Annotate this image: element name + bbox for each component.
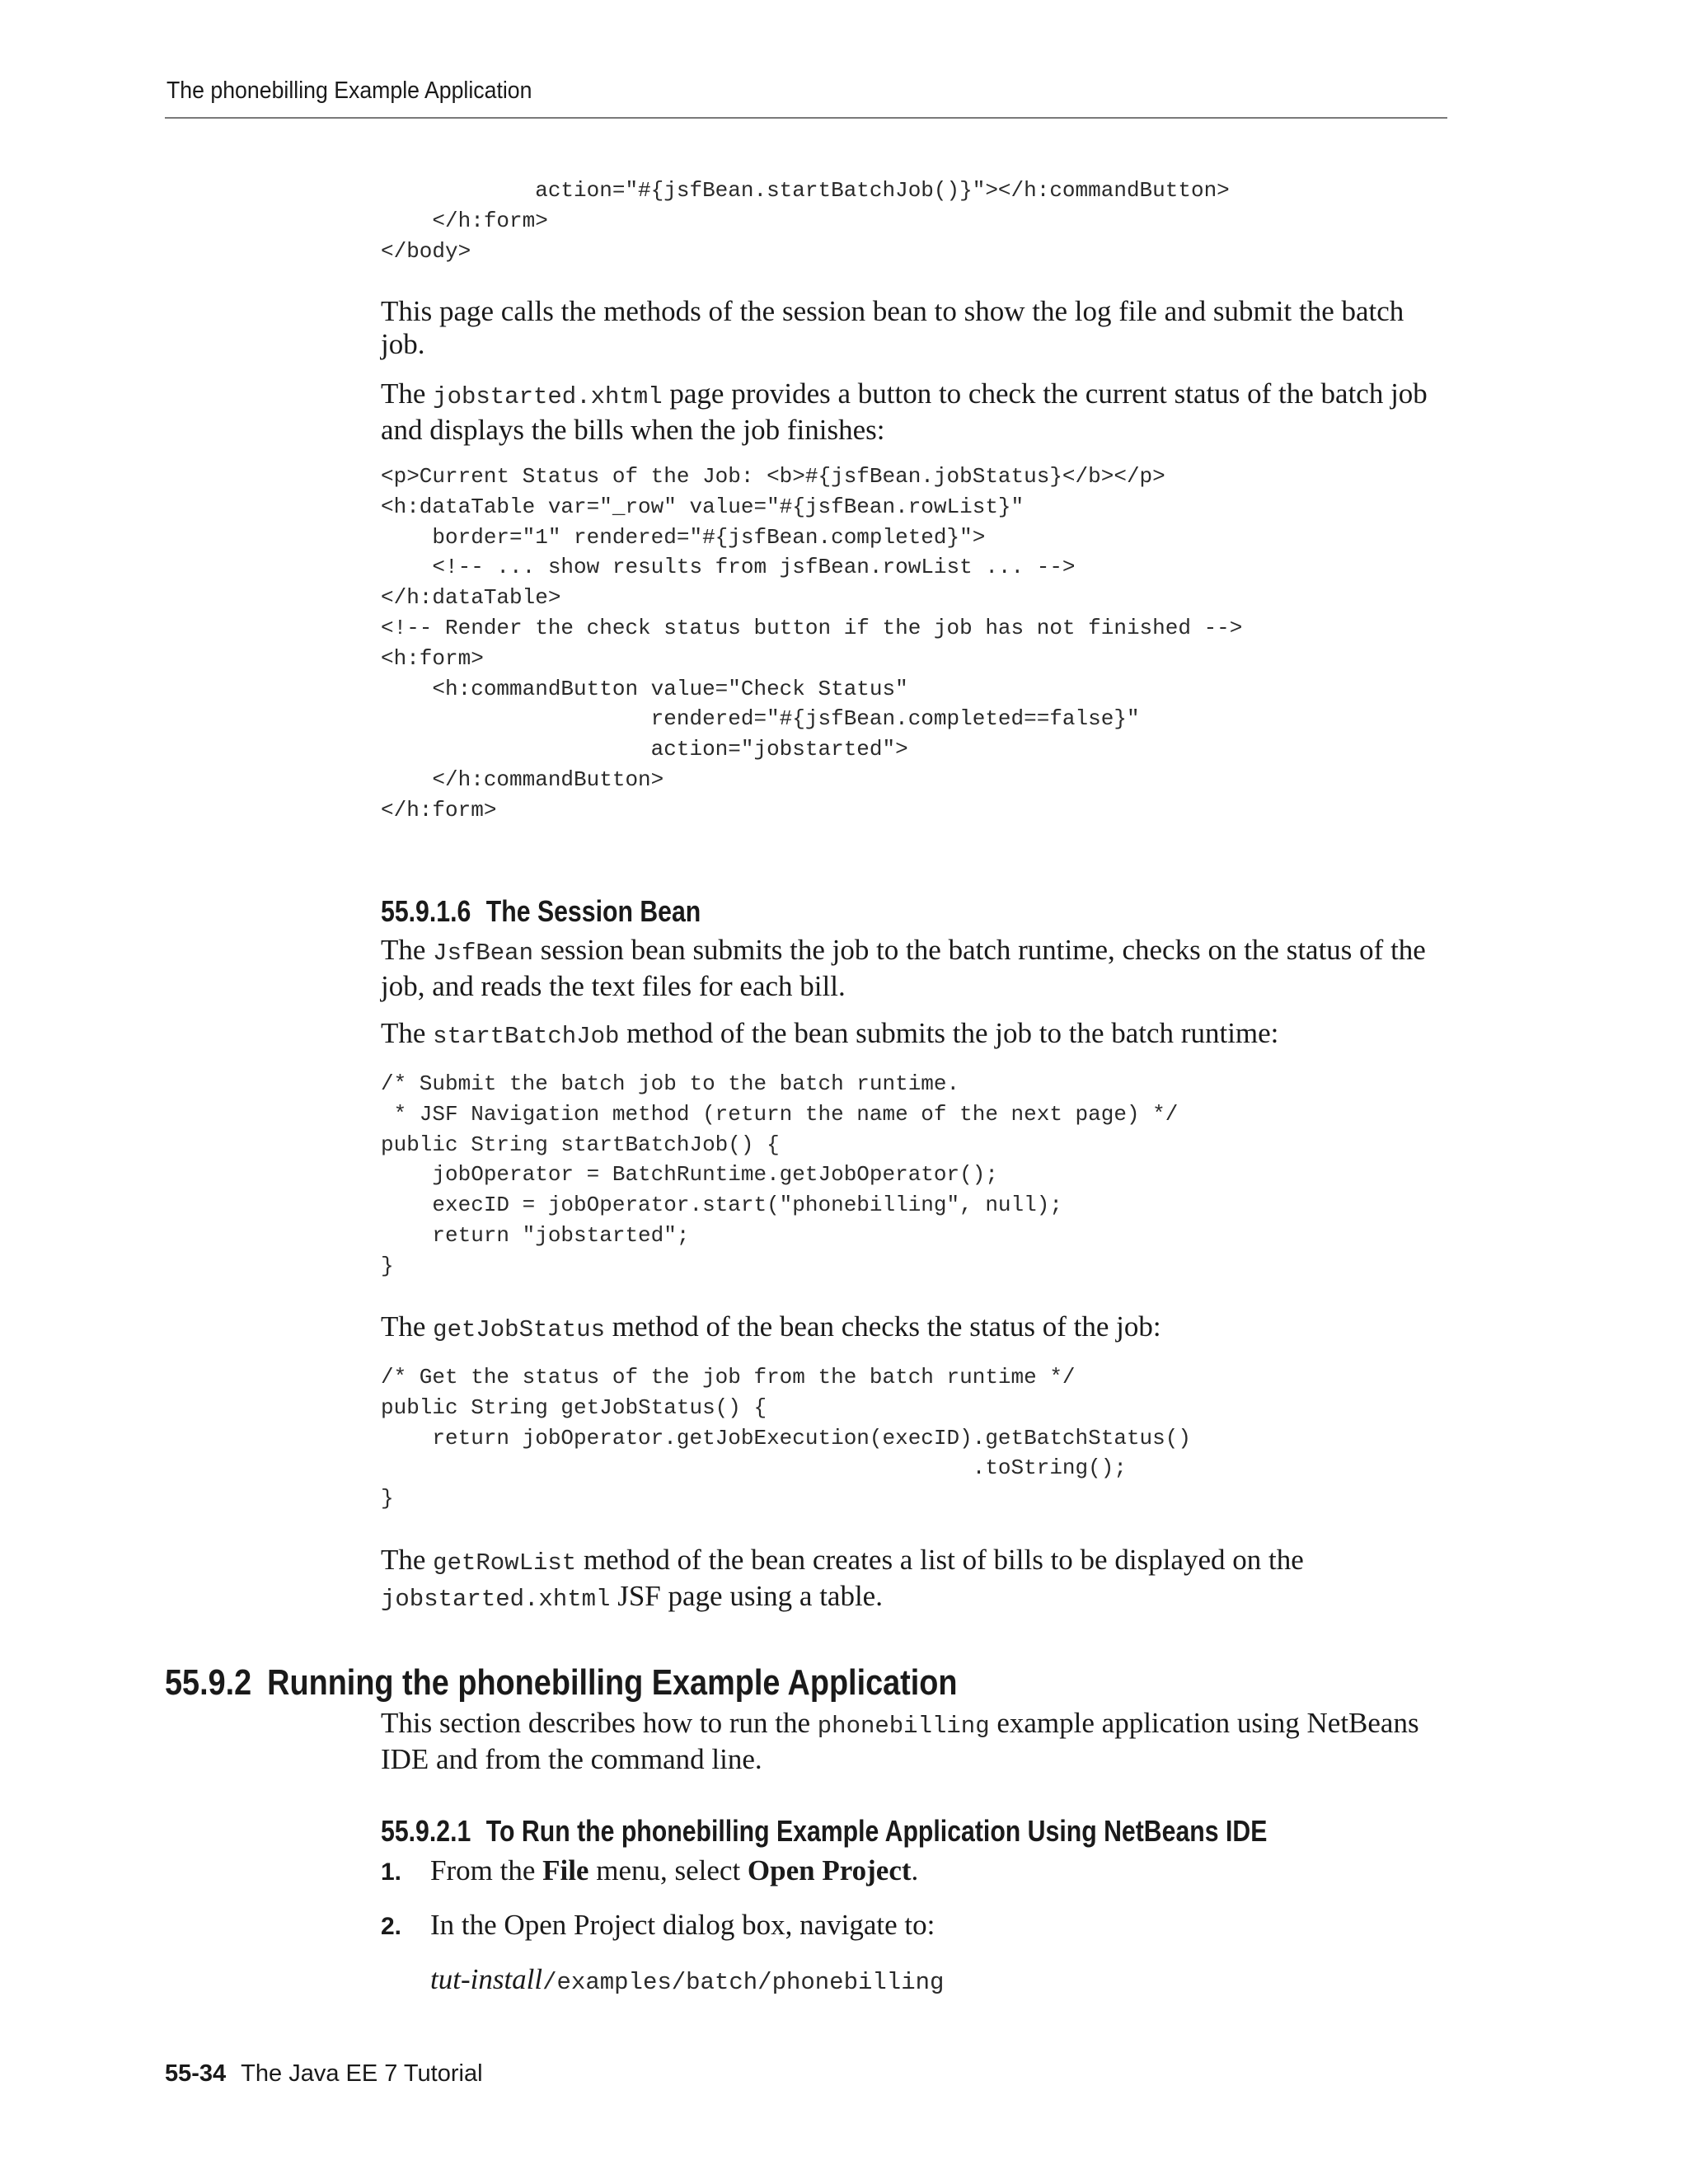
path-code: /examples/batch/phonebilling (542, 1969, 945, 1996)
inline-code-startbatchjob: startBatchJob (433, 1023, 620, 1050)
paragraph-jobstarted-page: The jobstarted.xhtml page provides a button to check the current status of the batch job and displays the bills when the job finishes: (381, 377, 1428, 446)
paragraph-running-intro: This section describes how to run the phonebilling example application using NetBeans IDE and from the command line. (381, 1707, 1419, 1775)
code-block-jobstarted-xhtml: <p>Current Status of the Job: <b>#{jsfBean.jobStatus}</b></p> <h:dataTable var="_row" value="#{jsfBean.rowList}" border="1" rendered="#{jsfBean.completed}"> <!-- ... show results from jsfBean.rowList ... --> </h:dataTable> <!-- Render the check status button if the job has not finished --> <h:form> <h:commandButton value="Check Status" rendered="#{jsfBean.completed==false}" action="jobstarted"> </h:commandButton> </h:form> (381, 464, 1243, 823)
paragraph-jsfbean: The JsfBean session bean submits the job to the batch runtime, checks on the status of the job, and reads the text files for each bill. (381, 934, 1426, 1002)
paragraph-getrowlist: The getRowList method of the bean creates a list of bills to be displayed on the jobstarted.xhtml JSF page using a table. (381, 1544, 1304, 1613)
inline-code-getjobstatus: getJobStatus (433, 1316, 606, 1343)
menu-item-open-project: Open Project (747, 1854, 912, 1886)
page-footer (165, 2060, 483, 2088)
code-block-form-end: action="#{jsfBean.startBatchJob()}"></h:commandButton> </h:form> </body> (381, 178, 1230, 264)
step-2: 2. In the Open Project dialog box, navigate to: (381, 1909, 935, 1943)
inline-code-phonebilling: phonebilling (817, 1713, 990, 1740)
menu-name-file: File (542, 1854, 589, 1886)
inline-code-jsfbean: JsfBean (433, 940, 533, 967)
paragraph-getjobstatus: The getJobStatus method of the bean checks the status of the job: (381, 1310, 1161, 1343)
step-number: 1. (381, 1858, 402, 1886)
inline-code-jobstarted-2: jobstarted.xhtml (381, 1586, 611, 1613)
paragraph-startbatchjob: The startBatchJob method of the bean submits the job to the batch runtime: (381, 1017, 1279, 1050)
book-title: The Java EE 7 Tutorial (241, 2060, 483, 2087)
section-heading-55921: 55.9.2.1 To Run the phonebilling Example Application Using NetBeans IDE (381, 1814, 1268, 1848)
project-path (430, 1963, 944, 1999)
section-heading-55916: 55.9.1.6 The Session Bean (381, 894, 701, 928)
step-1: 1. From the File menu, select Open Project. (381, 1854, 918, 1889)
paragraph-session-bean-calls: This page calls the methods of the session bean to show the log file and submit the batch job. (381, 295, 1404, 360)
code-block-getjobstatus: /* Get the status of the job from the batch runtime */ public String getJobStatus() { return jobOperator.getJobExecution(execID).getBatchStatus() .toString(); } (381, 1365, 1191, 1511)
code-block-startbatchjob: /* Submit the batch job to the batch runtime. * JSF Navigation method (return the name of the next page) */ public String startBatchJob() { jobOperator = BatchRuntime.getJobOperator(); execID = jobOperator.start("phonebilling", null); return "jobstarted"; } (381, 1071, 1179, 1278)
inline-code-getrowlist: getRowList (433, 1549, 577, 1577)
inline-code-jobstarted: jobstarted.xhtml (433, 383, 663, 410)
running-header (165, 74, 1447, 119)
running-header-title: The phonebilling Example Application (166, 77, 532, 104)
path-variable: tut-install (430, 1963, 543, 1995)
page-number: 55-34 (165, 2060, 227, 2087)
step-number: 2. (381, 1913, 402, 1940)
section-heading-5592: 55.9.2 Running the phonebilling Example Application (165, 1662, 958, 1703)
